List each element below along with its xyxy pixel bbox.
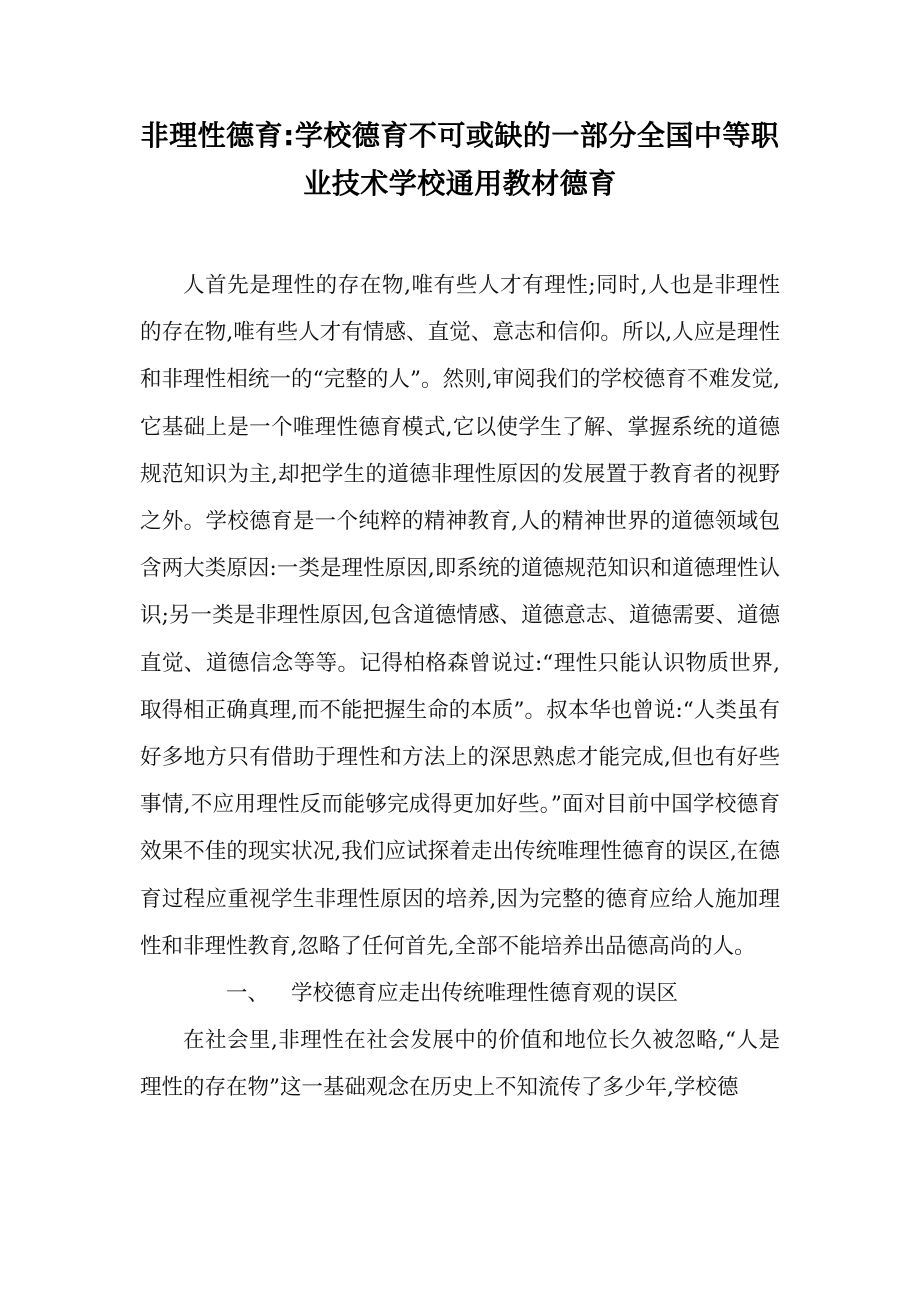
section-number: 一、 [226,981,270,1007]
document-title [100,112,820,208]
paragraph-2: 在社会里,非理性在社会发展中的价值和地位长久被忽略,“人是理性的存在物”这一基础观念在历史上不知流传了多少年,学校德 [140,1028,780,1101]
document-body [140,262,780,1112]
paragraph-1: 人首先是理性的存在物,唯有些人才有理性;同时,人也是非理性的存在物,唯有些人才有情感、直觉、意志和信仰。所以,人应是理性和非理性相统一的“完整的人”。然则,审阅我们的学校德育不难发觉,它基础上是一个唯理性德育模式,它以使学生了解、掌握系统的道德规范知识为主,却把学生的道德非理性原因的发展置于教育者的视野之外。学校德育是一个纯粹的精神教育,人的精神世界的道德领域包含两大类原因:一类是理性原因,即系统的道德规范知识和道德理性认识;另一类是非理性原因,包含道德情感、道德意志、道德需要、道德直觉、道德信念等等。记得柏格森曾说过:“理性只能认识物质世界,取得相正确真理,而不能把握生命的本质”。叔本华也曾说:“人类虽有好多地方只有借助于理性和方法上的深思熟虑才能完成,但也有好些事情,不应用理性反而能够完成得更加好些。”面对目前中国学校德育效果不佳的现实状况,我们应试探着走出传统唯理性德育的误区,在德育过程应重视学生非理性原因的培养,因为完整的德育应给人施加理性和非理性教育,忽略了任何首先,全部不能培养出品德高尚的人。 [140,273,780,959]
section-heading-1 [140,970,780,1017]
title-line-1: 非理性德育:学校德育不可或缺的一部分全国中等职 [140,119,780,152]
title-line-2: 业技术学校通用教材德育 [303,167,617,200]
section-heading-text: 学校德育应走出传统唯理性德育观的误区 [291,981,679,1007]
